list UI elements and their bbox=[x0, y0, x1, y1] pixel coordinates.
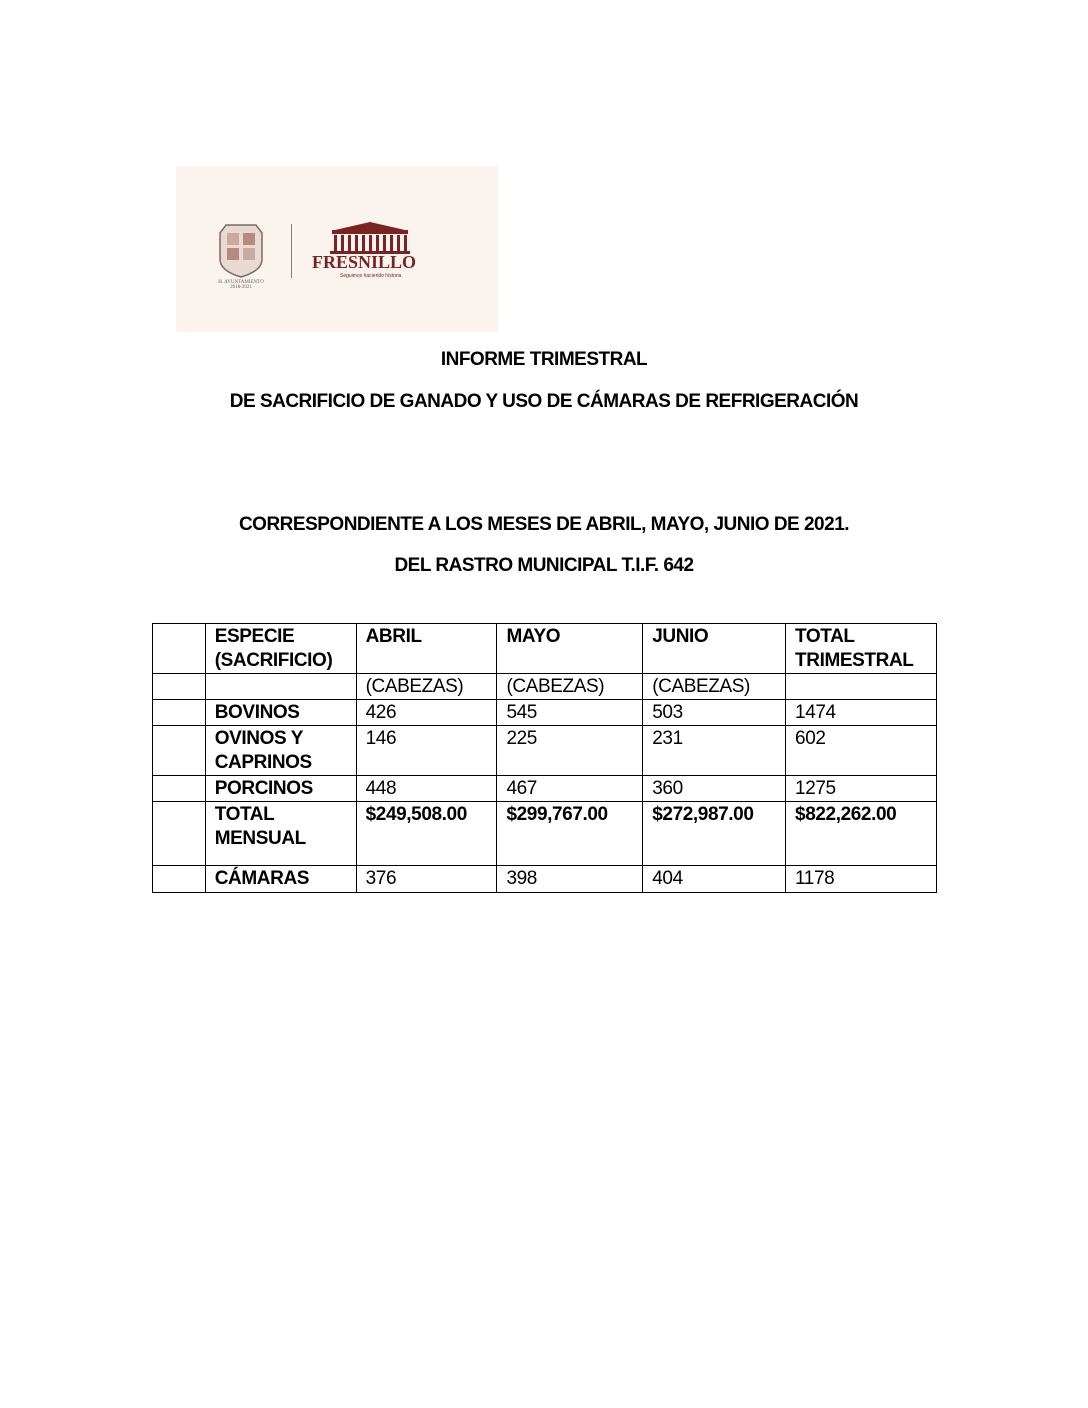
livestock-report-table bbox=[152, 623, 937, 893]
blank-cell bbox=[153, 700, 206, 726]
table-header-row bbox=[153, 624, 937, 674]
cell-abril: 448 bbox=[356, 776, 497, 802]
table-row bbox=[153, 700, 937, 726]
row-label: PORCINOS bbox=[205, 776, 356, 802]
cell-mayo: $299,767.00 bbox=[497, 802, 643, 866]
cell-mayo: 545 bbox=[497, 700, 643, 726]
header-total: TOTAL TRIMESTRAL bbox=[786, 624, 937, 674]
blank-cell bbox=[205, 674, 356, 700]
svg-text:FRESNILLO: FRESNILLO bbox=[312, 252, 417, 272]
header-species: ESPECIE (SACRIFICIO) bbox=[205, 624, 356, 674]
row-label: OVINOS Y CAPRINOS bbox=[205, 726, 356, 776]
fresnillo-brand-logo bbox=[310, 222, 460, 282]
blank-cell bbox=[153, 674, 206, 700]
row-label: TOTAL MENSUAL bbox=[205, 802, 356, 866]
cell-total: 1474 bbox=[786, 700, 937, 726]
svg-text:Seguimos haciendo historia: Seguimos haciendo historia bbox=[340, 273, 402, 279]
blank-cell bbox=[786, 674, 937, 700]
cell-junio: 231 bbox=[643, 726, 786, 776]
cell-total: 1178 bbox=[786, 866, 937, 893]
cell-junio: 503 bbox=[643, 700, 786, 726]
cell-junio: $272,987.00 bbox=[643, 802, 786, 866]
row-label: CÁMARAS bbox=[205, 866, 356, 893]
row-label: BOVINOS bbox=[205, 700, 356, 726]
blank-cell bbox=[153, 866, 206, 893]
logo-divider bbox=[291, 224, 292, 278]
units-junio: (CABEZAS) bbox=[643, 674, 786, 700]
blank-cell bbox=[153, 802, 206, 866]
table-row bbox=[153, 776, 937, 802]
cell-mayo: 467 bbox=[497, 776, 643, 802]
cell-mayo: 398 bbox=[497, 866, 643, 893]
report-subtitle: DE SACRIFICIO DE GANADO Y USO DE CÁMARAS DE REFRIGERACIÓN bbox=[229, 391, 859, 412]
cell-abril: $249,508.00 bbox=[356, 802, 497, 866]
cell-total: $822,262.00 bbox=[786, 802, 937, 866]
municipal-seal-logo bbox=[206, 219, 276, 289]
header-junio: JUNIO bbox=[643, 624, 786, 674]
cell-junio: 404 bbox=[643, 866, 786, 893]
report-source: DEL RASTRO MUNICIPAL T.I.F. 642 bbox=[394, 555, 694, 576]
cell-junio: 360 bbox=[643, 776, 786, 802]
svg-text:2018-2021: 2018-2021 bbox=[230, 285, 252, 289]
table-row bbox=[153, 726, 937, 776]
cell-abril: 376 bbox=[356, 866, 497, 893]
report-title: INFORME TRIMESTRAL bbox=[440, 349, 648, 370]
table-units-row bbox=[153, 674, 937, 700]
svg-text:H. AYUNTAMIENTO: H. AYUNTAMIENTO bbox=[218, 280, 264, 285]
blank-cell bbox=[153, 726, 206, 776]
cell-abril: 426 bbox=[356, 700, 497, 726]
table-row bbox=[153, 866, 937, 893]
header-mayo: MAYO bbox=[497, 624, 643, 674]
cell-mayo: 225 bbox=[497, 726, 643, 776]
cell-total: 1275 bbox=[786, 776, 937, 802]
units-mayo: (CABEZAS) bbox=[497, 674, 643, 700]
table-row bbox=[153, 802, 937, 866]
header-abril: ABRIL bbox=[356, 624, 497, 674]
logo-block bbox=[176, 166, 498, 332]
blank-cell bbox=[153, 776, 206, 802]
report-period: CORRESPONDIENTE A LOS MESES DE ABRIL, MAYO, JUNIO DE 2021. bbox=[238, 514, 850, 535]
units-abril: (CABEZAS) bbox=[356, 674, 497, 700]
cell-total: 602 bbox=[786, 726, 937, 776]
blank-cell bbox=[153, 624, 206, 674]
cell-abril: 146 bbox=[356, 726, 497, 776]
